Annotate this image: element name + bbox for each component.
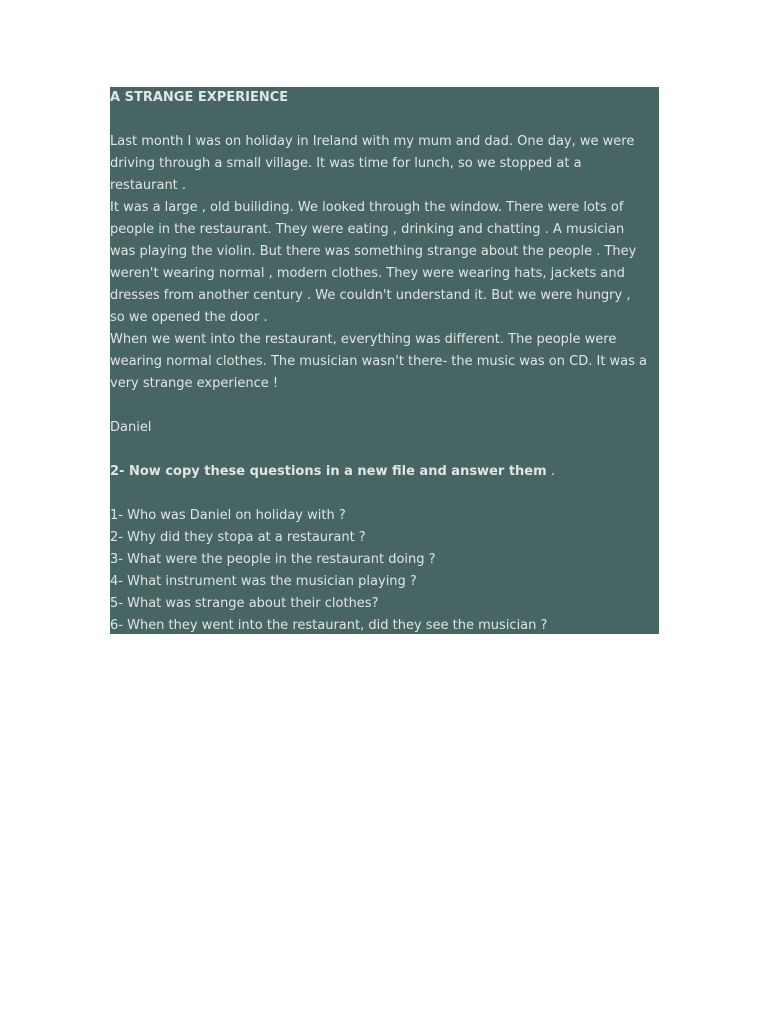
spacer (110, 395, 659, 417)
instruction-tail: . (546, 464, 555, 479)
spacer (110, 109, 659, 131)
document-title: A STRANGE EXPERIENCE (110, 90, 289, 105)
spacer (110, 483, 659, 505)
paragraph-2-line-6: so we opened the door . (110, 310, 268, 325)
instruction-bold: 2- Now copy these questions in a new file and answer them (110, 464, 547, 479)
question-1: 1- Who was Daniel on holiday with ? (110, 508, 346, 523)
question-4: 4- What instrument was the musician playing ? (110, 574, 417, 589)
paragraph-2-line-3: was playing the violin. But there was something strange about the people . They (110, 244, 637, 259)
paragraph-3-line-1: When we went into the restaurant, everything was different. The people were (110, 332, 617, 347)
question-6: 6- When they went into the restaurant, did they see the musician ? (110, 618, 548, 633)
paragraph-1-line-2: driving through a small village. It was time for lunch, so we stopped at a (110, 156, 582, 171)
question-3: 3- What were the people in the restaurant doing ? (110, 552, 436, 567)
paragraph-3-line-3: very strange experience ! (110, 376, 279, 391)
question-2: 2- Why did they stopa at a restaurant ? (110, 530, 366, 545)
signature: Daniel (110, 420, 152, 435)
spacer (110, 439, 659, 461)
paragraph-3-line-2: wearing normal clothes. The musician wasn't there- the music was on CD. It was a (110, 354, 648, 369)
paragraph-2-line-2: people in the restaurant. They were eating , drinking and chatting . A musician (110, 222, 625, 237)
paragraph-2-line-1: It was a large , old builiding. We looked through the window. There were lots of (110, 200, 624, 215)
paragraph-1-line-1: Last month I was on holiday in Ireland with my mum and dad. One day, we were (110, 134, 635, 149)
paragraph-2-line-4: weren't wearing normal , modern clothes. They were wearing hats, jackets and (110, 266, 625, 281)
paragraph-1-line-3: restaurant . (110, 178, 187, 193)
instruction (110, 461, 659, 483)
document-panel (110, 87, 659, 634)
paragraph-2-line-5: dresses from another century . We couldn't understand it. But we were hungry , (110, 288, 631, 303)
question-5: 5- What was strange about their clothes? (110, 596, 379, 611)
